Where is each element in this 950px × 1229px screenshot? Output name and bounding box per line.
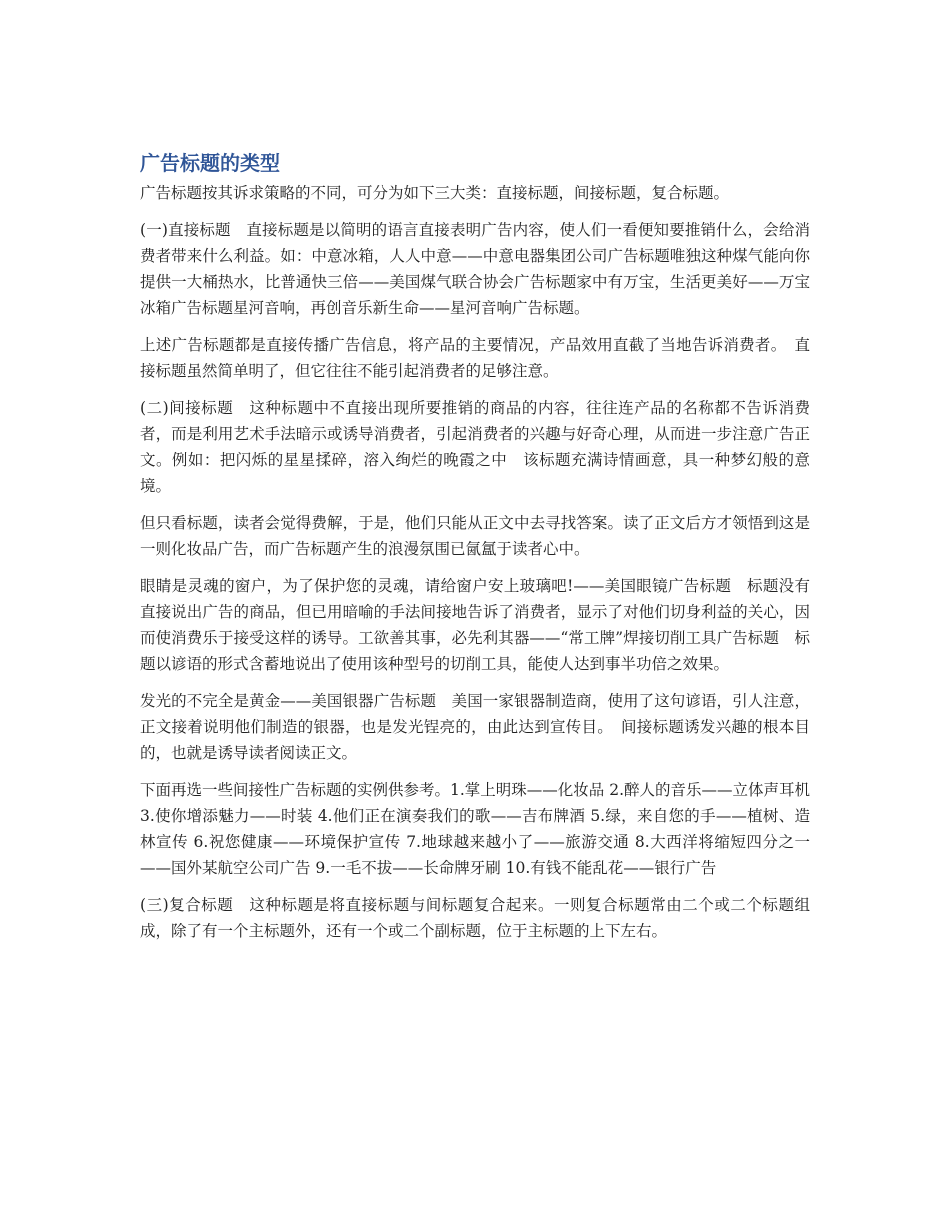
document-title: 广告标题的类型 (140, 151, 280, 175)
document-page (140, 148, 810, 955)
paragraph-glasses-example: 眼睛是灵魂的窗户，为了保护您的灵魂，请给窗户安上玻璃吧!——美国眼镜广告标题 标题没有直接说出广告的商品，但已用暗喻的手法间接地告诉了消费者，显示了对他们切身利益的关心，因而使消费乐于接受这样的诱导。工欲善其事，必先利其器——“常工牌”焊接切削工具广告标题 标题以谚语的形式含蓄地说出了使用该种型号的切削工具，能使人达到事半功倍之效果。 (140, 577, 810, 673)
paragraph-direct-headline: (一)直接标题 直接标题是以简明的语言直接表明广告内容，使人们一看便知要推销什么，会给消费者带来什么利益。如：中意冰箱，人人中意——中意电器集团公司广告标题唯独这种煤气能向你提供一大桶热水，比普通快三倍——美国煤气联合协会广告标题家中有万宝，生活更美好——万宝冰箱广告标题星河音响，再创音乐新生命——星河音响广告标题。 (140, 221, 810, 317)
paragraph-indirect-headline: (二)间接标题 这种标题中不直接出现所要推销的商品的内容，往往连产品的名称都不告诉消费者，而是利用艺术手法暗示或诱导消费者，引起消费者的兴趣与好奇心理，从而进一步注意广告正文。例如：把闪烁的星星揉碎，溶入绚烂的晚霞之中 该标题充满诗情画意，具一种梦幻般的意境。 (140, 399, 810, 495)
paragraph-indirect-explanation: 但只看标题，读者会觉得费解，于是，他们只能从正文中去寻找答案。读了正文后方才领悟到这是一则化妆品广告，而广告标题产生的浪漫氛围已氤氲于读者心中。 (140, 514, 810, 558)
paragraph-intro: 广告标题按其诉求策略的不同，可分为如下三大类：直接标题，间接标题，复合标题。 (140, 184, 730, 202)
paragraph-direct-summary: 上述广告标题都是直接传播广告信息，将产品的主要情况，产品效用直截了当地告诉消费者。 直接标题虽然简单明了，但它往往不能引起消费者的足够注意。 (140, 336, 810, 380)
paragraph-silver-example: 发光的不完全是黄金——美国银器广告标题 美国一家银器制造商，使用了这句谚语，引人注意，正文接着说明他们制造的银器，也是发光锃亮的，由此达到宣传目。 间接标题诱发兴趣的根本目的，也就是诱导读者阅读正文。 (140, 692, 810, 762)
paragraph-compound-headline: (三)复合标题 这种标题是将直接标题与间标题复合起来。一则复合标题常由二个或二个标题组成，除了有一个主标题外，还有一个或二个副标题，位于主标题的上下左右。 (140, 896, 810, 940)
paragraph-examples-list: 下面再选一些间接性广告标题的实例供参考。1.掌上明珠——化妆品 2.醉人的音乐——立体声耳机 3.使你增添魅力——时装 4.他们正在演奏我们的歌——吉布牌酒 5.绿，来自您的手——植树、造林宣传 6.祝您健康——环境保护宣传 7.地球越来越小了——旅游交通 8.大西洋将缩短四分之一——国外某航空公司广告 9.一毛不拔——长命牌牙刷 10.有钱不能乱花——银行广告 (140, 781, 811, 877)
